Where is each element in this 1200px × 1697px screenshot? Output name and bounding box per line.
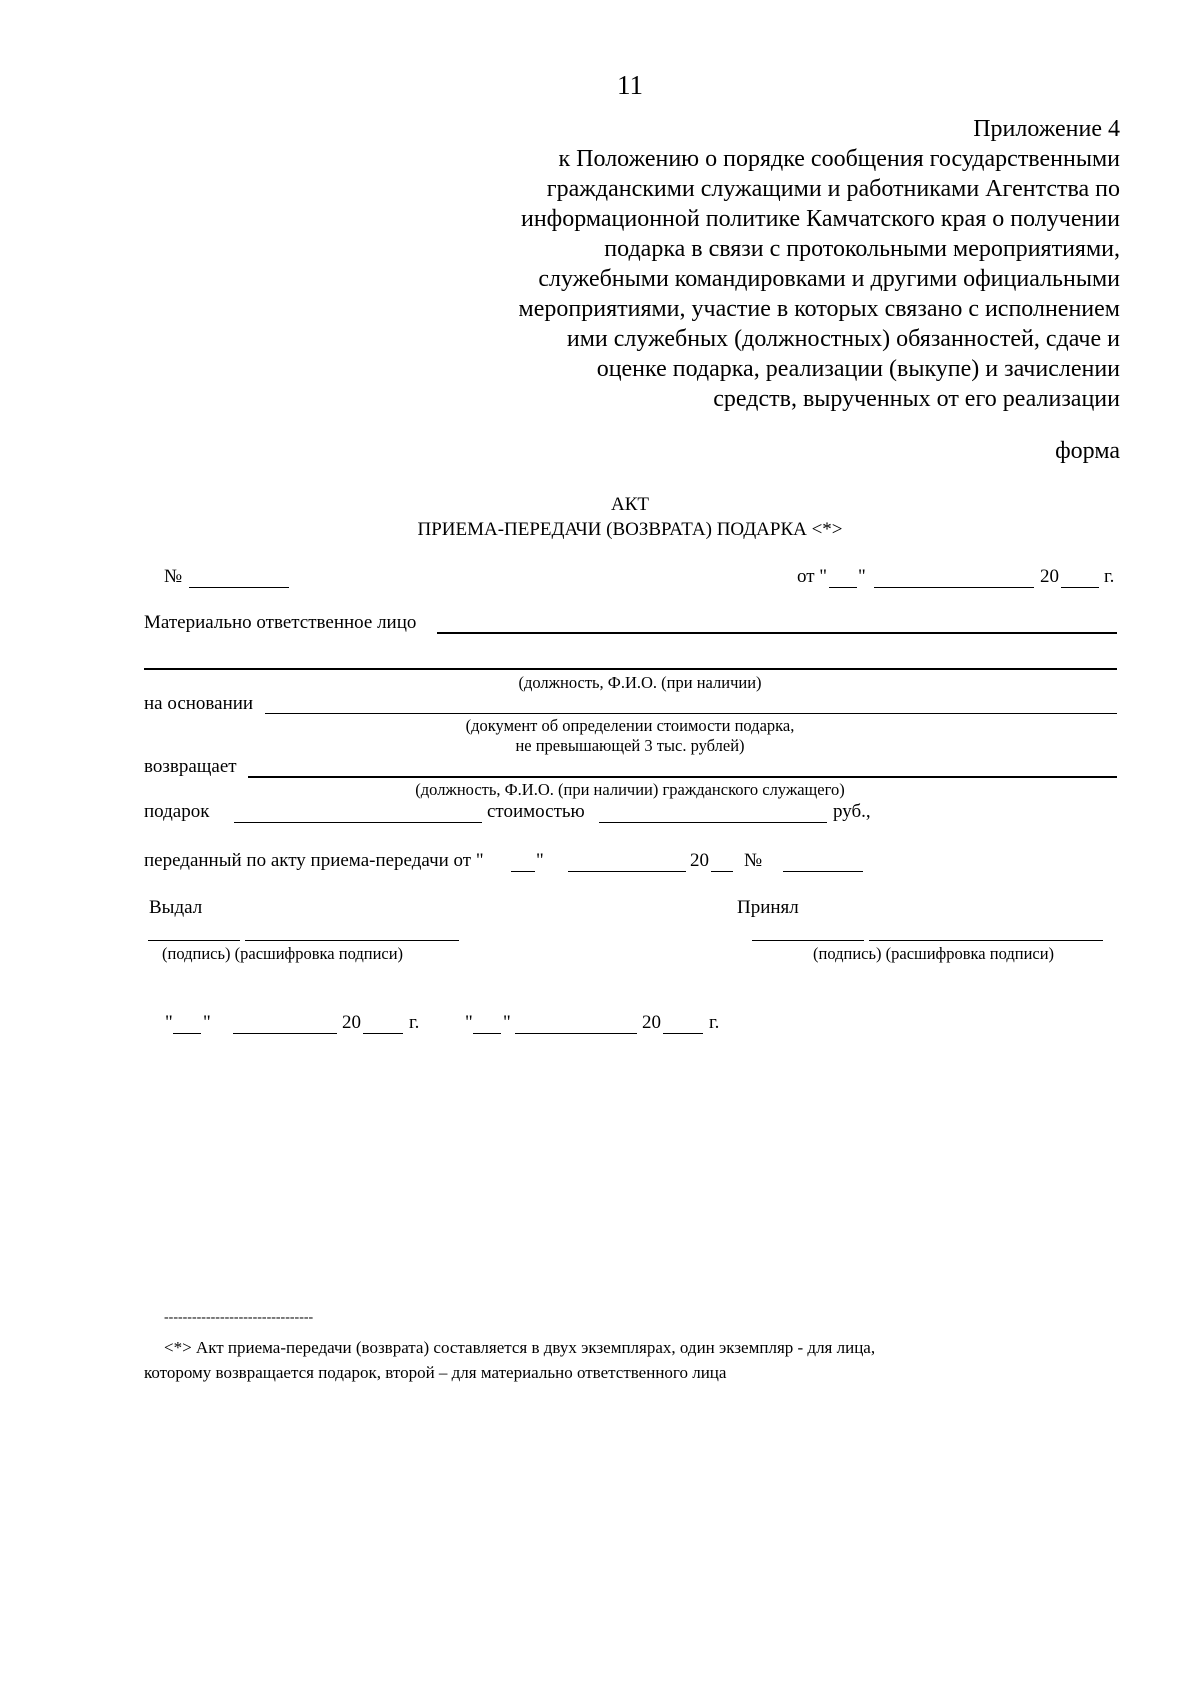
basis-label: на основании — [144, 693, 254, 714]
transferred-year-prefix: 20 — [690, 850, 709, 871]
appendix-line: служебными командировками и другими официальными — [538, 266, 1120, 292]
responsible-caption: (должность, Ф.И.О. (при наличии) — [518, 673, 762, 692]
currency-label: руб., — [833, 801, 871, 822]
appendix-line: мероприятиями, участие в которых связано с исполнением — [518, 296, 1120, 322]
issued-date-month-field[interactable] — [233, 1033, 337, 1034]
appendix-title: Приложение 4 — [973, 116, 1120, 142]
issued-signature-decoding-field[interactable] — [245, 940, 459, 941]
issued-label: Выдал — [149, 897, 203, 918]
appendix-header — [460, 114, 1120, 414]
date-year-prefix: 20 — [1040, 566, 1059, 587]
issued-date-day-field[interactable] — [173, 1033, 201, 1034]
basis-field[interactable] — [265, 713, 1117, 714]
basis-caption — [400, 716, 860, 756]
received-date-day-field[interactable] — [473, 1033, 501, 1034]
number-field[interactable] — [189, 587, 289, 588]
received-date-quote-close: " — [503, 1012, 511, 1033]
received-date-year-field[interactable] — [663, 1033, 703, 1034]
basis-caption-line-1: (документ об определении стоимости подарка, — [465, 716, 795, 735]
date-year-field[interactable] — [1061, 587, 1099, 588]
date-year-suffix: г. — [1104, 566, 1115, 587]
transferred-number-field[interactable] — [783, 871, 863, 872]
received-signature-field[interactable] — [752, 940, 864, 941]
basis-caption-line-2: не превышающей 3 тыс. рублей) — [515, 736, 745, 755]
date-day-field[interactable] — [829, 587, 857, 588]
returns-caption: (должность, Ф.И.О. (при наличии) гражданского служащего) — [415, 780, 845, 799]
appendix-line: гражданскими служащими и работниками Агентства по — [546, 176, 1120, 202]
footnote-separator: -------------------------------- — [164, 1310, 314, 1325]
received-date-year-suffix: г. — [709, 1012, 720, 1033]
received-date-month-field[interactable] — [515, 1033, 637, 1034]
transferred-day-field[interactable] — [511, 871, 535, 872]
received-date-quote-open: " — [465, 1012, 473, 1033]
date-quote-close: " — [858, 566, 866, 587]
form-label: форма — [1055, 438, 1120, 464]
date-from-label: от " — [797, 566, 828, 587]
transferred-quote-close: " — [536, 850, 544, 871]
cost-field[interactable] — [599, 822, 827, 823]
footnote-line-2: которому возвращается подарок, второй – для материально ответственного лица — [144, 1363, 727, 1382]
returns-label: возвращает — [144, 756, 237, 777]
issued-date-quote-open: " — [165, 1012, 173, 1033]
act-title-line-2: ПРИЕМА-ПЕРЕДАЧИ (ВОЗВРАТА) ПОДАРКА <*> — [417, 519, 843, 540]
transferred-label: переданный по акту приема-передачи от " — [144, 850, 484, 871]
page-number: 11 — [617, 70, 643, 100]
received-signature-decoding-field[interactable] — [869, 940, 1103, 941]
issued-date-year-suffix: г. — [409, 1012, 420, 1033]
transferred-year-field[interactable] — [711, 871, 733, 872]
issued-date-quote-close: " — [203, 1012, 211, 1033]
gift-label: подарок — [144, 801, 210, 822]
responsible-label: Материально ответственное лицо — [144, 612, 417, 633]
returns-field[interactable] — [248, 776, 1117, 778]
footnote — [144, 1335, 1064, 1385]
appendix-line: к Положению о порядке сообщения государственными — [558, 146, 1120, 172]
appendix-line: оценке подарка, реализации (выкупе) и зачислении — [596, 356, 1120, 382]
appendix-line: информационной политике Камчатского края о получении — [520, 206, 1120, 232]
responsible-field[interactable] — [437, 632, 1117, 634]
gift-field[interactable] — [234, 822, 482, 823]
issued-date-year-prefix: 20 — [342, 1012, 361, 1033]
act-title-line-1: АКТ — [611, 494, 649, 515]
appendix-line: средств, вырученных от его реализации — [713, 386, 1120, 412]
footnote-line-1: <*> Акт приема-передачи (возврата) составляется в двух экземплярах, один экземпляр - для лица, — [164, 1338, 876, 1357]
received-date-year-prefix: 20 — [642, 1012, 661, 1033]
responsible-field-continued[interactable] — [144, 668, 1117, 670]
act-title — [0, 492, 1200, 542]
date-month-field[interactable] — [874, 587, 1034, 588]
transferred-month-field[interactable] — [568, 871, 686, 872]
cost-label: стоимостью — [487, 801, 585, 822]
received-caption: (подпись) (расшифровка подписи) — [813, 944, 1055, 963]
issued-caption: (подпись) (расшифровка подписи) — [162, 944, 404, 963]
number-label: № — [164, 566, 183, 587]
appendix-line: ими служебных (должностных) обязанностей, сдаче и — [566, 326, 1120, 352]
received-label: Принял — [737, 897, 799, 918]
appendix-line: подарка в связи с протокольными мероприятиями, — [604, 236, 1120, 262]
transferred-number-label: № — [744, 850, 763, 871]
issued-date-year-field[interactable] — [363, 1033, 403, 1034]
issued-signature-field[interactable] — [148, 940, 240, 941]
